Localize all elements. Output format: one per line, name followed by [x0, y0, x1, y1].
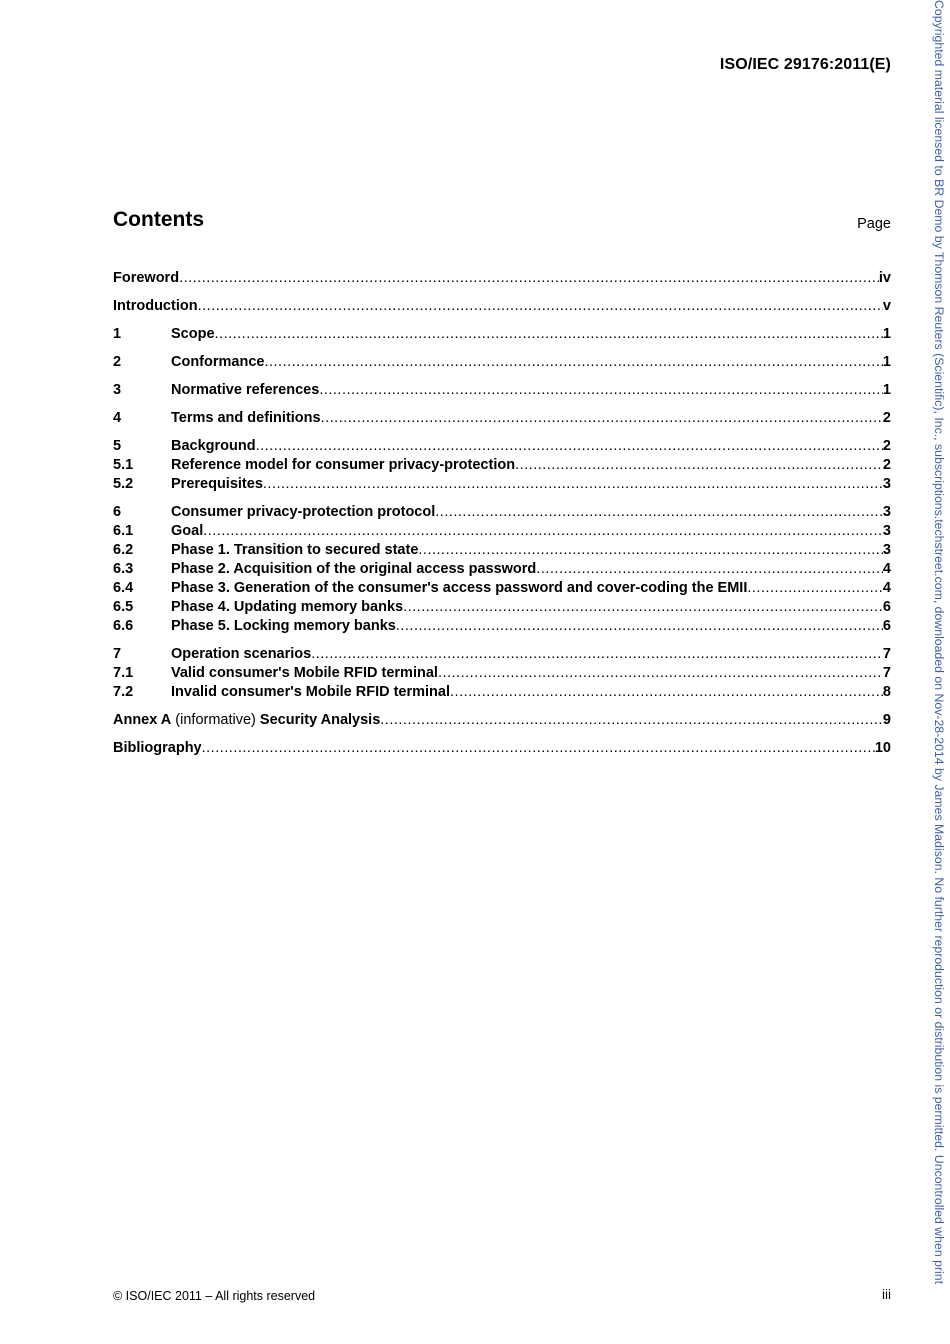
footer-copyright: © ISO/IEC 2011 – All rights reserved: [113, 1289, 316, 1303]
toc-dot-leader: [438, 664, 883, 683]
toc-dot-leader: [418, 541, 883, 560]
toc-dot-leader: [311, 645, 883, 664]
toc-dot-leader: [403, 598, 883, 617]
toc-entry-number: 4: [113, 410, 122, 426]
toc-entry-number: 6.4: [113, 580, 134, 596]
contents-heading: [113, 208, 891, 238]
copyright-watermark: Copyrighted material licensed to BR Demo by Thomson Reuters (Scientific), Inc., subscriptions.techstreet.com, downloaded on Nov-28-2014 by James Madison. No further reproduction or distribution is permitted. Uncontrolled when print: [932, 0, 946, 1285]
toc-dot-leader: [256, 437, 883, 456]
toc-entry-number: 6.1: [113, 523, 134, 539]
toc-entry-title: [171, 503, 435, 522]
toc-dot-leader: [215, 325, 883, 344]
toc-entry-page: 4: [882, 561, 891, 577]
toc-dot-leader: [179, 269, 879, 288]
toc-entry-number: 6.2: [113, 542, 134, 558]
toc-entry-page: 1: [882, 354, 891, 370]
toc-dot-leader: [536, 560, 883, 579]
toc-entry-title-text: Scope: [171, 326, 215, 342]
toc-dot-leader: [515, 456, 883, 475]
toc-entry-annex-type: (informative): [171, 712, 260, 728]
toc-entry-title: [171, 560, 536, 579]
toc-entry-title-text: Invalid consumer's Mobile RFID terminal: [171, 684, 451, 700]
toc-dot-leader: [396, 617, 883, 636]
toc-dot-leader: [450, 683, 883, 702]
footer-page-number: iii: [882, 1287, 891, 1302]
toc-entry[interactable]: [113, 522, 891, 541]
toc-entry[interactable]: [113, 739, 891, 758]
toc-entry-page: 3: [882, 542, 891, 558]
toc-entry[interactable]: [113, 269, 891, 288]
toc-entry-title-text: Reference model for consumer privacy-protection: [171, 457, 516, 473]
page-column-label: Page: [857, 216, 891, 232]
toc-entry[interactable]: [113, 503, 891, 522]
toc-entry-title-text: Phase 4. Updating memory banks: [171, 599, 404, 615]
toc-entry-page: 7: [882, 646, 891, 662]
toc-entry-page: 6: [882, 618, 891, 634]
toc-entry-page: 9: [882, 712, 891, 728]
toc-entry-number: 5: [113, 438, 122, 454]
toc-entry[interactable]: [113, 325, 891, 344]
toc-dot-leader: [380, 711, 883, 730]
toc-entry[interactable]: [113, 456, 891, 475]
toc-entry-number: 3: [113, 382, 122, 398]
toc-entry-title-text: Background: [171, 438, 256, 454]
toc-dot-leader: [203, 522, 883, 541]
toc-entry[interactable]: [113, 617, 891, 636]
toc-entry[interactable]: [113, 297, 891, 316]
toc-entry[interactable]: [113, 645, 891, 664]
toc-entry-page: 3: [882, 504, 891, 520]
toc-dot-leader: [264, 353, 882, 372]
toc-entry[interactable]: [113, 475, 891, 494]
toc-entry[interactable]: [113, 541, 891, 560]
toc-dot-leader: [321, 409, 883, 428]
toc-entry-title-text: Annex A: [113, 712, 172, 728]
toc-entry-title: [171, 522, 203, 541]
toc-dot-leader: [435, 503, 883, 522]
toc-entry[interactable]: [113, 353, 891, 372]
toc-entry-number: 6.6: [113, 618, 134, 634]
toc-entry-title: [171, 579, 747, 598]
toc-entry-number: 1: [113, 326, 122, 342]
toc-entry-number: 6.3: [113, 561, 134, 577]
toc-entry-number: 5.1: [113, 457, 134, 473]
toc-entry-title: [113, 739, 202, 758]
toc-entry-title: [171, 541, 418, 560]
toc-entry-page: 1: [882, 326, 891, 342]
toc-entry[interactable]: [113, 664, 891, 683]
toc-dot-leader: [319, 381, 883, 400]
toc-entry-title: [171, 645, 311, 664]
toc-entry-title: [171, 456, 515, 475]
toc-dot-leader: [202, 739, 875, 758]
toc-entry-title: [171, 664, 438, 683]
toc-entry-title-text: Valid consumer's Mobile RFID terminal: [171, 665, 438, 681]
toc-entry-title: [113, 269, 179, 288]
toc-entry-page: 3: [882, 476, 891, 492]
toc-entry-number: 2: [113, 354, 122, 370]
toc-entry-page: 2: [882, 457, 891, 473]
toc-entry-title-text: Prerequisites: [171, 476, 263, 492]
toc-entry-title-text: Phase 2. Acquisition of the original access password: [171, 561, 537, 577]
toc-entry-title: [171, 617, 396, 636]
toc-entry-title-text: Introduction: [113, 298, 198, 314]
toc-entry-title: [171, 325, 215, 344]
toc-entry-title: [171, 598, 403, 617]
toc-entry-title: [171, 409, 321, 428]
toc-entry-title-text: Terms and definitions: [171, 410, 321, 426]
table-of-contents: [113, 269, 891, 758]
toc-entry-page: 4: [882, 580, 891, 596]
toc-entry-page: 2: [882, 438, 891, 454]
toc-entry-title-text: Normative references: [171, 382, 320, 398]
toc-entry-page: 7: [882, 665, 891, 681]
toc-entry-title-text: Foreword: [113, 270, 180, 286]
toc-entry-page: v: [882, 298, 891, 314]
toc-entry-number: 7: [113, 646, 122, 662]
toc-entry-number: 5.2: [113, 476, 134, 492]
toc-entry[interactable]: [113, 437, 891, 456]
toc-entry-title-text: Conformance: [171, 354, 265, 370]
toc-entry-number: 6: [113, 504, 122, 520]
toc-entry-page: 2: [882, 410, 891, 426]
toc-entry[interactable]: [113, 598, 891, 617]
toc-entry-number: 6.5: [113, 599, 134, 615]
toc-entry-title: [113, 711, 380, 730]
toc-entry-title-text: Consumer privacy-protection protocol: [171, 504, 436, 520]
toc-entry[interactable]: [113, 381, 891, 400]
toc-entry-number: 7.2: [113, 684, 134, 700]
toc-entry-page: iv: [878, 270, 891, 286]
toc-entry[interactable]: [113, 683, 891, 702]
toc-entry-title-text: Phase 3. Generation of the consumer's access password and cover-coding the EMII: [171, 580, 748, 596]
toc-entry-title-text: Phase 1. Transition to secured state: [171, 542, 419, 558]
toc-entry-page: 10: [874, 740, 891, 756]
toc-entry-page: 8: [882, 684, 891, 700]
toc-entry-page: 1: [882, 382, 891, 398]
toc-entry[interactable]: [113, 711, 891, 730]
toc-entry-title-text: Bibliography: [113, 740, 202, 756]
toc-entry-page: 6: [882, 599, 891, 615]
toc-entry-title-text: Goal: [171, 523, 204, 539]
toc-dot-leader: [263, 475, 883, 494]
toc-entry-title: [171, 381, 319, 400]
toc-entry[interactable]: [113, 560, 891, 579]
toc-entry-title: [171, 437, 256, 456]
toc-entry-number: 7.1: [113, 665, 134, 681]
toc-entry-title-suffix: Security Analysis: [259, 712, 381, 728]
toc-dot-leader: [198, 297, 883, 316]
toc-entry-title-text: Operation scenarios: [171, 646, 312, 662]
toc-entry-title: [171, 475, 263, 494]
contents-title: Contents: [113, 208, 204, 231]
toc-entry-page: 3: [882, 523, 891, 539]
toc-entry[interactable]: [113, 409, 891, 428]
toc-dot-leader: [747, 579, 883, 598]
toc-entry-title: [171, 683, 450, 702]
toc-entry-title: [113, 297, 198, 316]
toc-entry-title: [171, 353, 264, 372]
toc-entry-title-text: Phase 5. Locking memory banks: [171, 618, 396, 634]
document-id: ISO/IEC 29176:2011(E): [719, 56, 891, 73]
toc-entry[interactable]: [113, 579, 891, 598]
